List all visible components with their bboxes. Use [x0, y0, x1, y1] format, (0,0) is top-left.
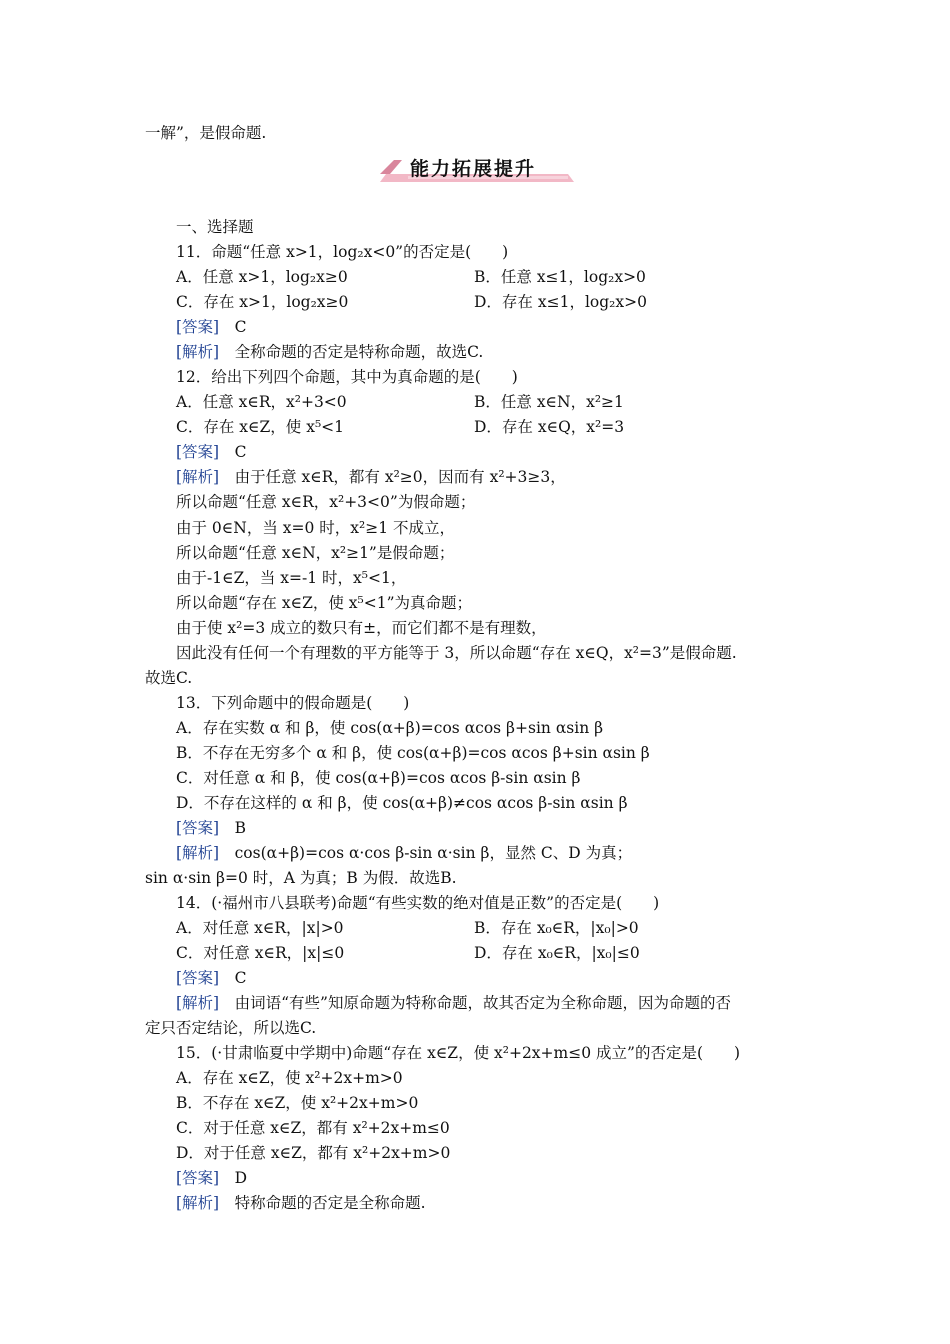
text-line [176, 1068, 403, 1088]
text-line [176, 893, 659, 913]
answer-tag: [答案] [176, 318, 220, 336]
line-text: 15．(·甘肃临夏中学期中)命题“存在 x∈Z，使 x²+2x+m≤0 成立”的否定是( ) [176, 1044, 741, 1062]
answer-tag: [解析] [176, 343, 220, 361]
text-line [176, 1168, 247, 1188]
text-line [176, 467, 566, 487]
line-text: D．对于任意 x∈Z，都有 x²+2x+m>0 [176, 1144, 451, 1162]
line-text: 14．(·福州市八县联考)命题“有些实数的绝对值是正数”的否定是( ) [176, 894, 660, 912]
line-text: 由词语“有些”知原命题为特称命题，故其否定为全称命题，因为命题的否 [219, 994, 731, 1012]
line-text: 特称命题的否定是全称命题. [219, 1194, 426, 1212]
line-text: 由于-1∈Z，当 x=-1 时，x⁵<1， [176, 569, 407, 587]
text-line [176, 568, 406, 588]
answer-tag: [解析] [176, 994, 220, 1012]
line-text: 由于任意 x∈R，都有 x²≥0，因而有 x²+3≥3， [219, 468, 566, 486]
option-right: B．任意 x≤1，log₂x>0 [474, 268, 646, 286]
option-right: B．存在 x₀∈R，|x₀|>0 [474, 919, 639, 937]
section-banner [372, 148, 574, 188]
text-line [176, 1143, 450, 1163]
line-text: B．不存在 x∈Z，使 x²+2x+m>0 [176, 1094, 419, 1112]
line-text: 定只否定结论，所以选C. [145, 1019, 317, 1037]
answer-tag: [答案] [176, 969, 220, 987]
text-line [176, 768, 580, 788]
text-line [176, 217, 254, 237]
top-line: 一解”，是假命题. [145, 124, 267, 142]
option-right: D．存在 x≤1，log₂x>0 [474, 293, 647, 311]
text-line [176, 367, 518, 387]
text-line [176, 492, 475, 512]
text-line [176, 918, 344, 938]
banner-title: 能力拓展提升 [409, 158, 536, 180]
line-text: 全称命题的否定是特称命题，故选C. [219, 343, 484, 361]
text-line [176, 417, 344, 437]
text-line [176, 317, 246, 337]
line-text: 故选C. [145, 669, 193, 687]
text-line [176, 1093, 418, 1113]
line-text: A．任意 x>1，log₂x≥0 [176, 268, 348, 286]
option-right: D．存在 x₀∈R，|x₀|≤0 [474, 944, 640, 962]
text-line [176, 1043, 740, 1063]
text-line [176, 618, 547, 638]
line-text: B [219, 819, 246, 837]
line-text: 所以命题“任意 x∈N，x²≥1”是假命题； [176, 544, 455, 562]
text-line [176, 693, 409, 713]
text-line [176, 543, 454, 563]
line-text: sin α·sin β=0 时，A 为真；B 为假．故选B. [145, 869, 457, 887]
text-line [176, 1193, 426, 1213]
line-text: 因此没有任何一个有理数的平方能等于 3，所以命题“存在 x∈Q，x²=3”是假命题. [176, 644, 737, 662]
answer-tag: [答案] [176, 819, 220, 837]
text-line [145, 868, 457, 888]
text-line [176, 943, 344, 963]
line-text: C [219, 969, 247, 987]
text-line [176, 968, 246, 988]
line-text: C．对任意 α 和 β，使 cos(α+β)=cos αcos β-sin αsin β [176, 769, 581, 787]
text-line [176, 518, 455, 538]
line-text: D [219, 1169, 248, 1187]
line-text: 所以命题“存在 x∈Z，使 x⁵<1”为真命题； [176, 594, 472, 612]
line-text: D．不存在这样的 α 和 β，使 cos(α+β)≠cos αcos β-sin αsin β [176, 794, 628, 812]
line-text: 11．命题“任意 x>1，log₂x<0”的否定是( ) [176, 243, 509, 261]
answer-tag: [解析] [176, 844, 220, 862]
line-text: 12．给出下列四个命题，其中为真命题的是( ) [176, 368, 518, 386]
text-line [176, 442, 246, 462]
line-text: C．存在 x∈Z，使 x⁵<1 [176, 418, 345, 436]
line-text: A．存在实数 α 和 β，使 cos(α+β)=cos αcos β+sin αsin β [176, 719, 604, 737]
answer-tag: [答案] [176, 1169, 220, 1187]
text-line [176, 267, 348, 287]
line-text: A．对任意 x∈R，|x|>0 [176, 919, 344, 937]
text-line [176, 793, 628, 813]
line-text: cos(α+β)=cos α·cos β-sin α·sin β，显然 C、D 为真； [219, 844, 633, 862]
line-text: C．对任意 x∈R，|x|≤0 [176, 944, 345, 962]
text-line [176, 593, 472, 613]
text-line [176, 292, 348, 312]
text-line [176, 843, 632, 863]
answer-tag: [解析] [176, 468, 220, 486]
text-line [176, 392, 347, 412]
text-line [176, 993, 731, 1013]
text-line [176, 342, 483, 362]
text-line [145, 668, 192, 688]
text-line [176, 643, 737, 663]
option-right: B．任意 x∈N，x²≥1 [474, 393, 624, 411]
line-text: 所以命题“任意 x∈R，x²+3<0”为假命题； [176, 493, 476, 511]
text-line [176, 1118, 450, 1138]
line-text: 一、选择题 [176, 218, 254, 236]
line-text: 由于使 x²=3 成立的数只有±，而它们都不是有理数， [176, 619, 547, 637]
line-text: 13．下列命题中的假命题是( ) [176, 694, 410, 712]
text-line [176, 718, 603, 738]
text-line [145, 1018, 316, 1038]
answer-tag: [答案] [176, 443, 220, 461]
text-line [176, 242, 508, 262]
text-line [176, 743, 650, 763]
text-line [176, 818, 246, 838]
line-text: A．存在 x∈Z，使 x²+2x+m>0 [176, 1069, 403, 1087]
line-text: C [219, 443, 247, 461]
line-text: 由于 0∈N，当 x=0 时，x²≥1 不成立， [176, 519, 456, 537]
line-text: C [219, 318, 247, 336]
line-text: B．不存在无穷多个 α 和 β，使 cos(α+β)=cos αcos β+sin αsin β [176, 744, 650, 762]
answer-tag: [解析] [176, 1194, 220, 1212]
option-right: D．存在 x∈Q，x²=3 [474, 418, 625, 436]
line-text: A．任意 x∈R，x²+3<0 [176, 393, 347, 411]
line-text: C．对于任意 x∈Z，都有 x²+2x+m≤0 [176, 1119, 450, 1137]
line-text: C．存在 x>1，log₂x≥0 [176, 293, 349, 311]
